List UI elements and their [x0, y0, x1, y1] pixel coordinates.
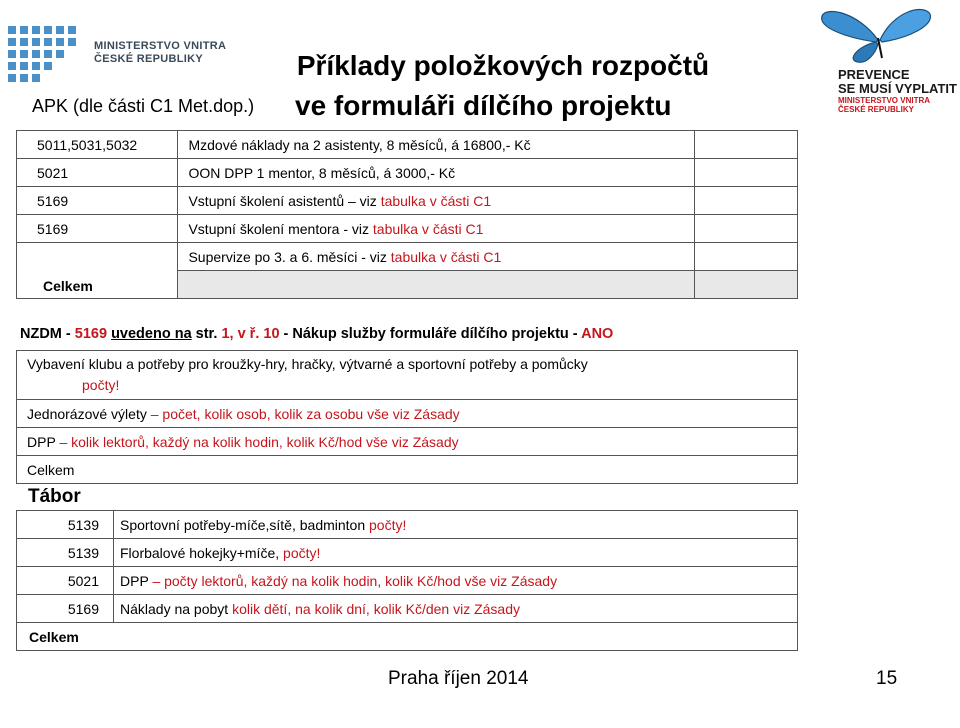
nzdm-budget-table: [16, 350, 798, 484]
prevence-logo-line2: SE MUSÍ VYPLATIT: [838, 81, 957, 96]
footer-date: Praha říjen 2014: [388, 668, 529, 689]
nzdm-heading: NZDM - 5169 uvedeno na str. 1, v ř. 10 - Nákup služby formuláře dílčího projektu - ANO: [20, 326, 614, 342]
table-row: [17, 567, 798, 595]
table-reference: tabulka v části C1: [380, 192, 492, 209]
table-row: [17, 131, 798, 159]
budget-description: Vstupní školení mentora - viz tabulka v části C1: [178, 215, 695, 243]
budget-amount: [695, 215, 798, 243]
page-title-line1: Příklady položkových rozpočtů: [296, 50, 710, 81]
page-title-line2: ve formuláři dílčího projektu: [295, 90, 672, 121]
prevence-logo-line1: PREVENCE: [838, 67, 910, 82]
table-row: [17, 351, 798, 400]
budget-description: Florbalové hokejky+míče, počty!: [114, 539, 798, 567]
table-row: [17, 400, 798, 428]
budget-description: Mzdové náklady na 2 asistenty, 8 měsíců, á 16800,- Kč: [178, 131, 695, 159]
apk-budget-table: [16, 130, 798, 299]
budget-description: Náklady na pobyt kolik dětí, na kolik dní, kolik Kč/den viz Zásady: [114, 595, 798, 623]
budget-description: DPP – kolik lektorů, každý na kolik hodin, kolik Kč/hod vše viz Zásady: [17, 428, 798, 456]
budget-description: OON DPP 1 mentor, 8 měsíců, á 3000,- Kč: [178, 159, 695, 187]
budget-amount: [695, 187, 798, 215]
prevence-logo-sub1: MINISTERSTVO VNITRA: [838, 96, 931, 105]
total-label: Celkem: [17, 623, 798, 651]
budget-amount: [695, 131, 798, 159]
total-label: Celkem: [17, 456, 798, 484]
total-label: Celkem: [43, 278, 93, 294]
butterfly-icon: [818, 2, 938, 66]
apk-label: APK (dle části C1 Met.dop.): [32, 96, 255, 116]
budget-description: Supervize po 3. a 6. měsíci - viz tabulka v části C1: [178, 243, 695, 271]
budget-code: 5169: [17, 187, 178, 215]
budget-code: 5021: [17, 159, 178, 187]
budget-code: 5011,5031,5032: [17, 131, 178, 159]
ministry-logo: [6, 24, 231, 88]
budget-amount: [695, 243, 798, 271]
ministry-logo-line1: MINISTERSTVO VNITRA: [94, 40, 227, 52]
budget-code: 5139: [17, 511, 114, 539]
total-row: [17, 623, 798, 651]
page-number: 15: [876, 668, 898, 689]
table-row: [17, 187, 798, 215]
budget-code: 5139: [17, 539, 114, 567]
ministry-logo-line2: ČESKÉ REPUBLIKY: [94, 53, 204, 65]
table-reference: tabulka v části C1: [372, 220, 484, 237]
budget-code: 5169: [17, 595, 114, 623]
budget-code: 5169: [17, 215, 178, 243]
budget-description: Sportovní potřeby-míče,sítě, badminton počty!: [114, 511, 798, 539]
budget-code: 5021: [17, 567, 114, 595]
total-amount: [695, 271, 798, 299]
budget-description: Vybavení klubu a potřeby pro kroužky-hry, hračky, výtvarné a sportovní potřeby a pomůcky počty!: [17, 351, 798, 400]
table-row: [17, 595, 798, 623]
section-heading-tabor: Tábor: [28, 486, 81, 507]
budget-amount: [695, 159, 798, 187]
prevence-logo-sub2: ČESKÉ REPUBLIKY: [838, 105, 915, 114]
table-row: [17, 511, 798, 539]
table-row: [17, 428, 798, 456]
tabor-budget-table: [16, 510, 798, 651]
prevence-logo: [818, 2, 960, 132]
budget-description: DPP – počty lektorů, každý na kolik hodin, kolik Kč/hod vše viz Zásady: [114, 567, 798, 595]
table-row: [17, 243, 798, 271]
total-row: [17, 456, 798, 484]
table-row: [17, 159, 798, 187]
total-description: [178, 271, 695, 299]
budget-description: Jednorázové výlety – počet, kolik osob, kolik za osobu vše viz Zásady: [17, 400, 798, 428]
table-row: [17, 539, 798, 567]
budget-description: Vstupní školení asistentů – viz tabulka v části C1: [178, 187, 695, 215]
table-row: [17, 215, 798, 243]
table-reference: tabulka v části C1: [390, 248, 502, 265]
ministry-logo-dots-icon: [6, 24, 84, 86]
